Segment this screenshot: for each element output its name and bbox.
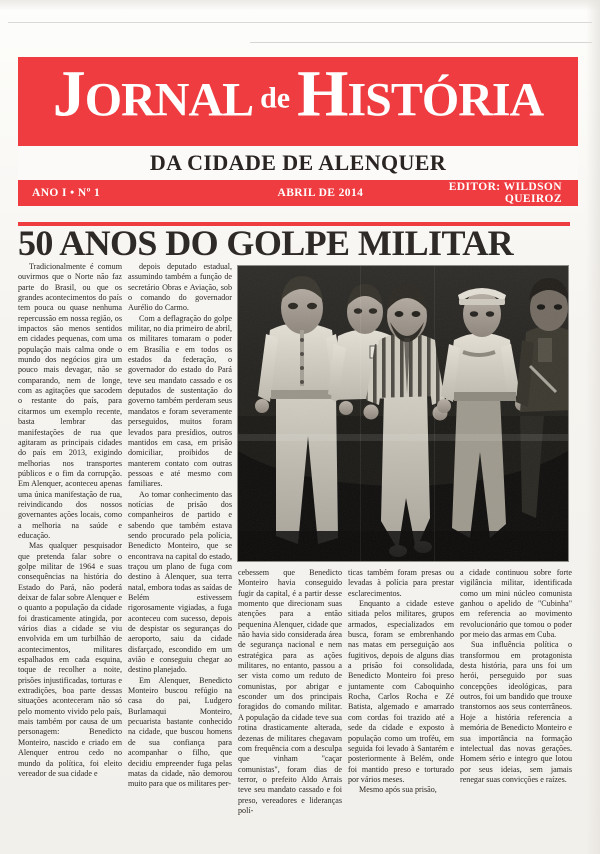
masthead-info-bar [18,180,578,206]
paragraph: Em Alenquer, Benedicto Monteiro buscou refúgio na casa do pai, Ludgero Burlamaqui Monteiro, pecuarista bastante conhecido na cidade, que buscou homens de sua confiança para acompanhar o filho, que decidiu empreender fuga pelas matas da cidade, não demorou muito para que os militares per- [128,675,232,789]
title-j: J [52,57,85,130]
paragraph: Tradicionalmente é comum ouvirmos que o Norte não faz parte do Brasil, ou que os grandes acontecimentos do país tem pouca ou quase nenhuma repercussão em nossa região, os impactos são menos sentidos em cidades pequenas, com uma população mais calma onde o mundo dos negócios gira um pouco mais devagar, não se comparando, nem de longe, com as agitações que sacodem o restante do país, para citarmos um exemplo recente, basta lembrar das manifestações de rua que agitaram as principais cidades do país em 2013, exigindo melhorias nos transportes públicos e o fim da corrupção. Em Alenquer, aconteceu apenas uma única manifestação de rua, reivindicando dos nossos governantes ações locais, como a melhoria na saúde e educação. [18,262,122,540]
editor-credit: EDITOR: WILDSON QUEIROZ [448,181,562,205]
paragraph: Mas qualquer pesquisador que pretenda falar sobre o golpe militar de 1964 e suas consequências na história do Estado do Pará, não poderá deixar de falar sobre Alenquer e o quanto a população da cidade foi drasticamente atingida, por vários dias a cidade se viu envolvida em um turbilhão de acontecimentos, militares espalhados em cada esquina, toque de recolher a noite, prisões injustificadas, torturas e extradições, boa parte dessas situações aconteceram não só pelo momento vivido pelo país, mais também por causa de um personagem: Benedicto Monteiro, nascido e criado em Alenquer entrou cedo no mundo da política, foi eleito vereador de sua cidade e [18,541,122,778]
article-column-2 [128,262,232,850]
paragraph: a cidade continuou sobre forte vigilância militar, identificada como um mini núcleo comunista ganhou o apelido de "Cubinha" em referencia ao movimento revolucionário que tomou o poder por meio das armas em Cuba. [460,568,572,640]
article-column-5 [460,568,572,850]
paragraph: Com a deflagração do golpe militar, no dia primeiro de abril, os militares tomaram o poder em Brasília e em todos os estados da federação, o governador do estado do Pará teve seu mandato cassado e os deputados de sustentação do governo também perderam seus mandatos e foram severamente perseguidos, muitos foram levados para presídios, outros mantidos em casa, em prisão domiciliar, proibidos de manterem contato com outras pessoas e até mesmo com familiares. [128,313,232,489]
article-column-4 [348,568,454,850]
paragraph: Ao tomar conhecimento das notícias de prisão dos companheiros de partido e sabendo que também estava sendo procurado pela polícia, Benedicto Monteiro, que se encontrava na capital do estado, traçou um plano de fuga com destino à Alenquer, sua terra natal, embora todas as saídas de Belém estivessem rigorosamente vigiadas, a fuga aconteceu com sucesso, depois de despistar os seguranças do aeroporto, saiu da cidade disfarçado, escondido em um avião e conseguiu chegar ao destino planejado. [128,489,232,675]
page-title: 50 ANOS DO GOLPE MILITAR [18,223,513,263]
article-column-3 [238,568,342,850]
newspaper-title [18,57,578,139]
scan-edge-right [586,0,600,854]
title-de: de [260,80,291,114]
paragraph: Enquanto a cidade esteve sitiada pelos militares, grupos armados, especializados em busca, foram se embrenhando nas matas em perseguição aos fugitivos, depois de alguns dias a prisão foi consolidada, Benedicto Monteiro foi preso juntamente com Caboquinho Rocha, Carlos Rocha e Zé Batista, algemado e amarrado com cordas foi trazido até a sede da cidade e exposto à população como um troféu, em seguida foi levado à Santarém e posteriormente à Belém, onde foi mantido preso e torturado por vários meses. [348,599,454,784]
newspaper-subtitle: DA CIDADE DE ALENQUER [149,150,447,175]
paragraph: Mesmo após sua prisão, [359,785,437,795]
scan-artifact-line-2 [250,42,592,43]
title-h: H [297,57,348,130]
issue-number: ANO I • Nº 1 [32,187,101,199]
paragraph: cebessem que Benedicto Monteiro havia conseguido fugir da capital, é a partir desse momento que direcionam suas atenções para a então pequenina Alenquer, cidade que não havia sido considerada área de segurança nacional e nem estratégica para as ações militares, no entanto, passou a ser vista como um reduto de comunistas, por abrigar e esconder um dos principais foragidos do comando militar. A população da cidade teve sua rotina drasticamente alterada, dezenas de militares chegavam com frequência com a desculpa que vinham "caçar comunistas", foram dias de terror, o prefeito Aldo Arrais teve seu mandato cassado e foi preso, vereadores e lideranças polí- [238,568,342,815]
article-column-1 [18,262,122,850]
title-istoria: ISTÓRIA [347,72,544,126]
masthead-subtitle-strip [18,146,578,180]
masthead [18,57,578,206]
masthead-banner [18,57,578,146]
title-ornal: ORNAL [84,72,254,126]
article-body [18,262,584,850]
paragraph: Sua influência política o transformou em protagonista desta história, para uns foi um herói, perseguido por suas concepções ideológicas, para outros, foi um bandido que trouxe transtornos aos seus conterrâneos. Hoje a história referencia a memória de Benedicto Monteiro e sua importância na formação intelectual das novas gerações. Homem sério e integro que lotou por seus ideias, sem jamais renegar suas convicções e raízes. [460,640,572,784]
issue-date: ABRIL DE 2014 [277,187,364,199]
paragraph: depois deputado estadual, assumindo também a função de secretário Obras e Aviação, sob o comando do governador Aurélio do Carmo. [128,262,232,313]
paragraph: ticas também foram presas ou levadas à polícia para prestar esclarecimentos. [348,568,454,598]
scan-edge-top [0,0,600,10]
scan-artifact-line [8,22,592,23]
